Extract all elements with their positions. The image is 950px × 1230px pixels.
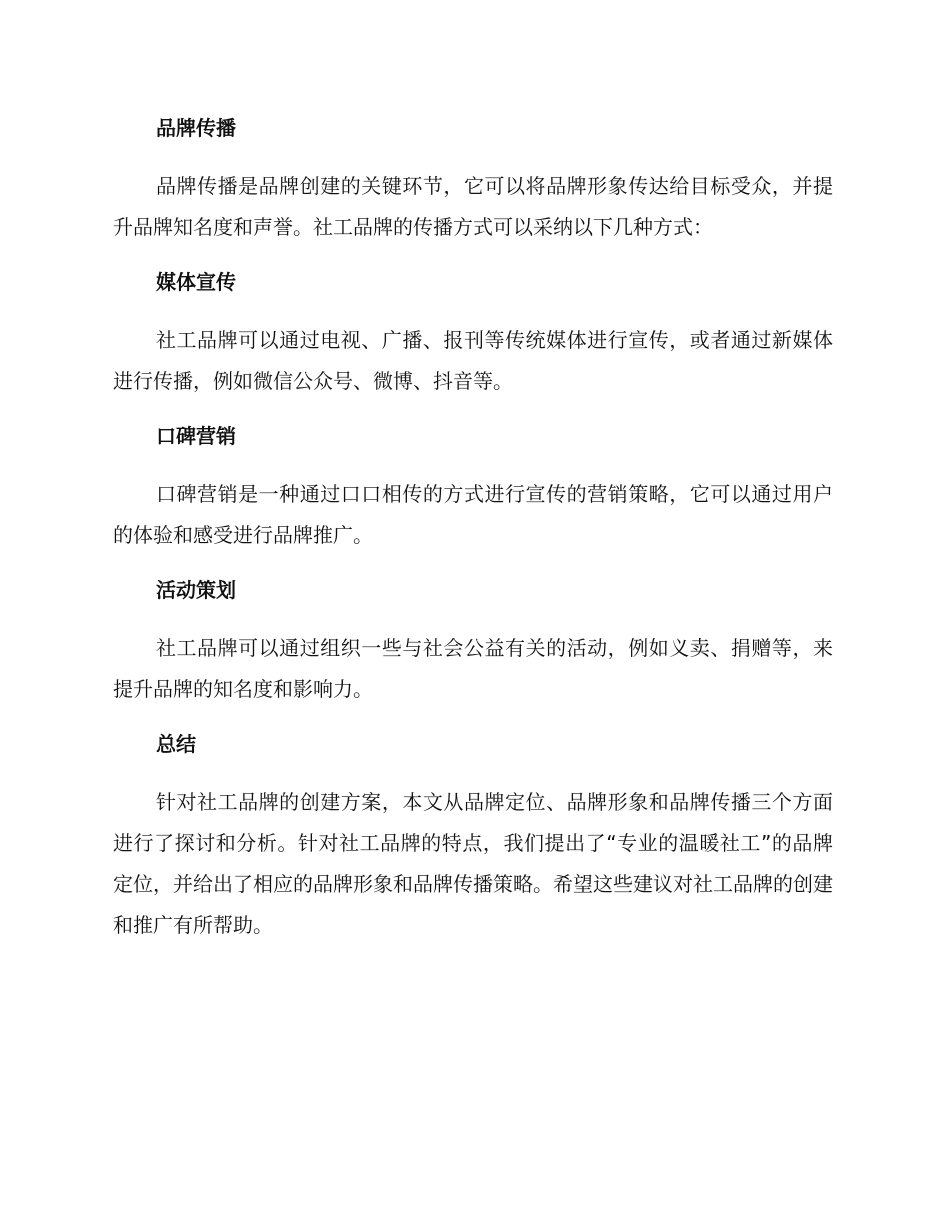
section-body-brand-communication: 品牌传播是品牌创建的关键环节，它可以将品牌形象传达给目标受众，并提升品牌知名度和声誉。社工品牌的传播方式可以采纳以下几种方式： [113,174,833,239]
section-heading-summary: 总结 [156,732,196,756]
section-body-event-planning: 社工品牌可以通过组织一些与社会公益有关的活动，例如义卖、捐赠等，来提升品牌的知名度和影响力。 [113,636,833,701]
section-heading-word-of-mouth: 口碑营销 [156,424,236,448]
section-heading-event-planning: 活动策划 [156,578,236,602]
document-content [113,112,833,964]
section-body-word-of-mouth: 口碑营销是一种通过口口相传的方式进行宣传的营销策略，它可以通过用户的体验和感受进行品牌推广。 [113,482,833,547]
section-heading-brand-communication: 品牌传播 [156,116,236,140]
section-body-media-promotion: 社工品牌可以通过电视、广播、报刊等传统媒体进行宣传，或者通过新媒体进行传播，例如微信公众号、微博、抖音等。 [113,328,833,393]
section-body-summary: 针对社工品牌的创建方案，本文从品牌定位、品牌形象和品牌传播三个方面进行了探讨和分析。针对社工品牌的特点，我们提出了“专业的温暖社工”的品牌定位，并给出了相应的品牌形象和品牌传播策略。希望这些建议对社工品牌的创建和推广有所帮助。 [113,790,833,937]
section-heading-media-promotion: 媒体宣传 [156,270,236,294]
